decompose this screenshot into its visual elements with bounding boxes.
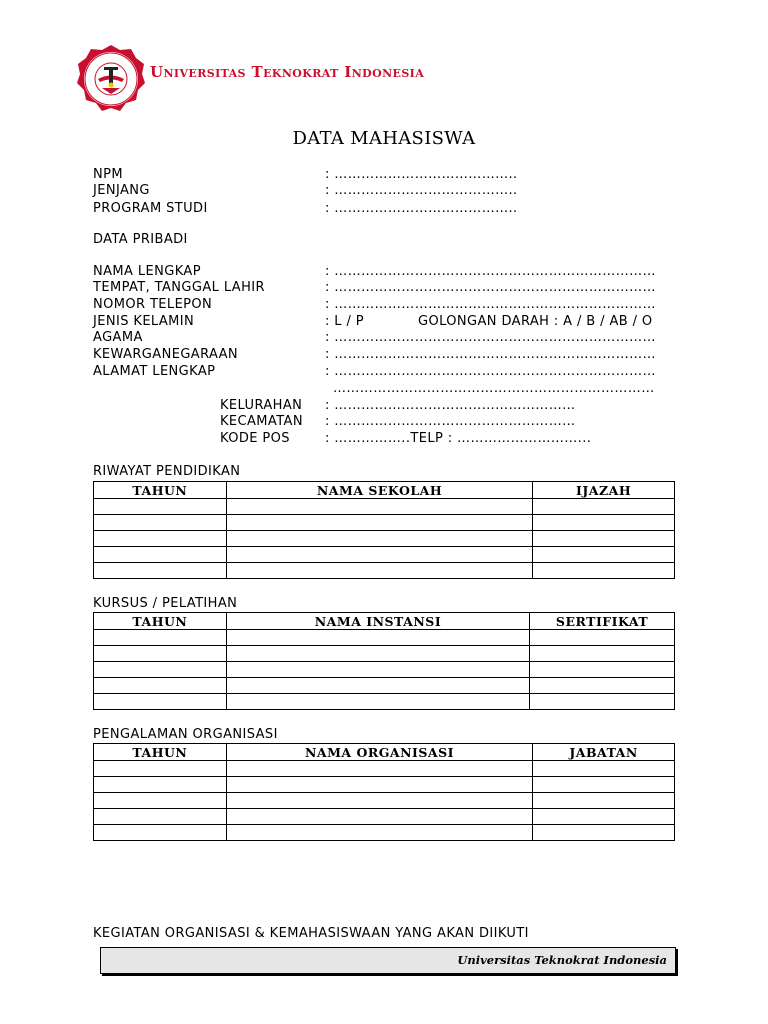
jenjang-field[interactable]: : ………………………………….. [325, 183, 518, 198]
kewarganegaraan-label: KEWARGANEGARAAN [93, 347, 239, 362]
table-cell[interactable] [530, 646, 675, 662]
table-cell[interactable] [94, 793, 227, 809]
alamat-field[interactable]: : ……………………………………………………………… [325, 364, 656, 379]
nama-field[interactable]: : ……………………………………………………………… [325, 264, 656, 279]
table-cell[interactable] [94, 662, 227, 678]
university-name-text: Universitas Teknokrat Indonesia [150, 63, 425, 81]
table-cell[interactable] [226, 694, 529, 710]
table-cell[interactable] [226, 515, 532, 531]
program-studi-label: PROGRAM STUDI [93, 201, 208, 216]
table-cell[interactable] [226, 678, 529, 694]
table-row [94, 499, 675, 515]
table-cell[interactable] [533, 809, 675, 825]
table-cell[interactable] [94, 761, 227, 777]
agama-field[interactable]: : ……………………………………………………………… [325, 330, 656, 345]
kursus-heading: KURSUS / PELATIHAN [93, 596, 238, 611]
table-cell[interactable] [226, 630, 529, 646]
column-header: SERTIFIKAT [530, 613, 675, 630]
jenis-kelamin-label: JENIS KELAMIN [93, 314, 195, 329]
table-cell[interactable] [226, 499, 532, 515]
column-header: TAHUN [94, 744, 227, 761]
alamat-field-continuation[interactable]: ……………………………………………………………… [333, 381, 655, 396]
table-row [94, 825, 675, 841]
table-cell[interactable] [226, 646, 529, 662]
table-cell[interactable] [226, 761, 532, 777]
kelurahan-label: KELURAHAN [220, 398, 303, 413]
ttl-label: TEMPAT, TANGGAL LAHIR [93, 280, 265, 295]
npm-label: NPM [93, 167, 123, 182]
table-cell[interactable] [94, 499, 227, 515]
table-cell[interactable] [533, 499, 675, 515]
column-header: NAMA INSTANSI [226, 613, 529, 630]
golongan-darah-field[interactable]: GOLONGAN DARAH : A / B / AB / O [418, 314, 653, 329]
column-header: NAMA ORGANISASI [226, 744, 532, 761]
table-header-row [94, 744, 675, 761]
table-row [94, 630, 675, 646]
table-row [94, 646, 675, 662]
table-row [94, 678, 675, 694]
table-cell[interactable] [94, 563, 227, 579]
column-header: IJAZAH [533, 482, 675, 499]
table-cell[interactable] [226, 793, 532, 809]
table-cell[interactable] [94, 531, 227, 547]
riwayat-pendidikan-heading: RIWAYAT PENDIDIKAN [93, 464, 241, 479]
table-cell[interactable] [533, 547, 675, 563]
table-cell[interactable] [533, 761, 675, 777]
table-row [94, 563, 675, 579]
organisasi-table [93, 743, 675, 841]
table-header-row [94, 482, 675, 499]
kode-pos-telp-field[interactable]: : ……………..TELP : ………………………... [325, 431, 592, 446]
column-header: TAHUN [94, 613, 227, 630]
table-cell[interactable] [226, 563, 532, 579]
table-cell[interactable] [226, 531, 532, 547]
table-row [94, 547, 675, 563]
agama-label: AGAMA [93, 330, 143, 345]
ttl-field[interactable]: : ……………………………………………………………… [325, 280, 656, 295]
column-header: NAMA SEKOLAH [226, 482, 532, 499]
table-cell[interactable] [533, 531, 675, 547]
table-cell[interactable] [94, 547, 227, 563]
footer-bar [100, 947, 676, 974]
table-cell[interactable] [530, 694, 675, 710]
table-row [94, 515, 675, 531]
kewarganegaraan-field[interactable]: : ……………………………………………………………… [325, 347, 656, 362]
table-cell[interactable] [533, 515, 675, 531]
table-cell[interactable] [533, 777, 675, 793]
table-cell[interactable] [533, 563, 675, 579]
table-cell[interactable] [94, 694, 227, 710]
telepon-label: NOMOR TELEPON [93, 297, 213, 312]
table-row [94, 761, 675, 777]
jenjang-label: JENJANG [93, 183, 150, 198]
table-cell[interactable] [94, 630, 227, 646]
table-row [94, 531, 675, 547]
kecamatan-field[interactable]: : ……………………………………………… [325, 414, 576, 429]
university-name [150, 63, 424, 81]
nama-label: NAMA LENGKAP [93, 264, 201, 279]
kelurahan-field[interactable]: : ……………………………………………… [325, 398, 576, 413]
footer-university-name: Universitas Teknokrat Indonesia [457, 953, 667, 967]
table-cell[interactable] [226, 825, 532, 841]
table-cell[interactable] [226, 547, 532, 563]
kecamatan-label: KECAMATAN [220, 414, 303, 429]
table-cell[interactable] [533, 793, 675, 809]
page-title: DATA MAHASISWA [292, 128, 476, 149]
jenis-kelamin-field[interactable]: : L / P [325, 314, 365, 329]
program-studi-field[interactable]: : ………………………………….. [325, 201, 518, 216]
pendidikan-table [93, 481, 675, 579]
pengalaman-organisasi-heading: PENGALAMAN ORGANISASI [93, 727, 278, 742]
table-row [94, 793, 675, 809]
table-cell[interactable] [94, 809, 227, 825]
table-cell[interactable] [94, 678, 227, 694]
table-cell[interactable] [94, 646, 227, 662]
university-logo [76, 44, 146, 114]
table-row [94, 694, 675, 710]
npm-field[interactable]: : ………………………………….. [325, 167, 518, 182]
table-cell[interactable] [530, 678, 675, 694]
table-cell[interactable] [226, 809, 532, 825]
table-row [94, 777, 675, 793]
table-cell[interactable] [226, 777, 532, 793]
table-cell[interactable] [533, 825, 675, 841]
table-row [94, 662, 675, 678]
table-header-row [94, 613, 675, 630]
kegiatan-heading: KEGIATAN ORGANISASI & KEMAHASISWAAN YANG AKAN DIIKUTI [93, 926, 529, 941]
column-header: TAHUN [94, 482, 227, 499]
data-pribadi-heading: DATA PRIBADI [93, 232, 188, 247]
table-cell[interactable] [94, 777, 227, 793]
alamat-label: ALAMAT LENGKAP [93, 364, 216, 379]
kode-pos-label: KODE POS [220, 431, 290, 446]
kursus-table [93, 612, 675, 710]
table-cell[interactable] [94, 515, 227, 531]
table-cell[interactable] [94, 825, 227, 841]
table-row [94, 809, 675, 825]
column-header: JABATAN [533, 744, 675, 761]
table-cell[interactable] [530, 662, 675, 678]
table-cell[interactable] [226, 662, 529, 678]
table-cell[interactable] [530, 630, 675, 646]
telepon-field[interactable]: : ……………………………………………………………… [325, 297, 656, 312]
